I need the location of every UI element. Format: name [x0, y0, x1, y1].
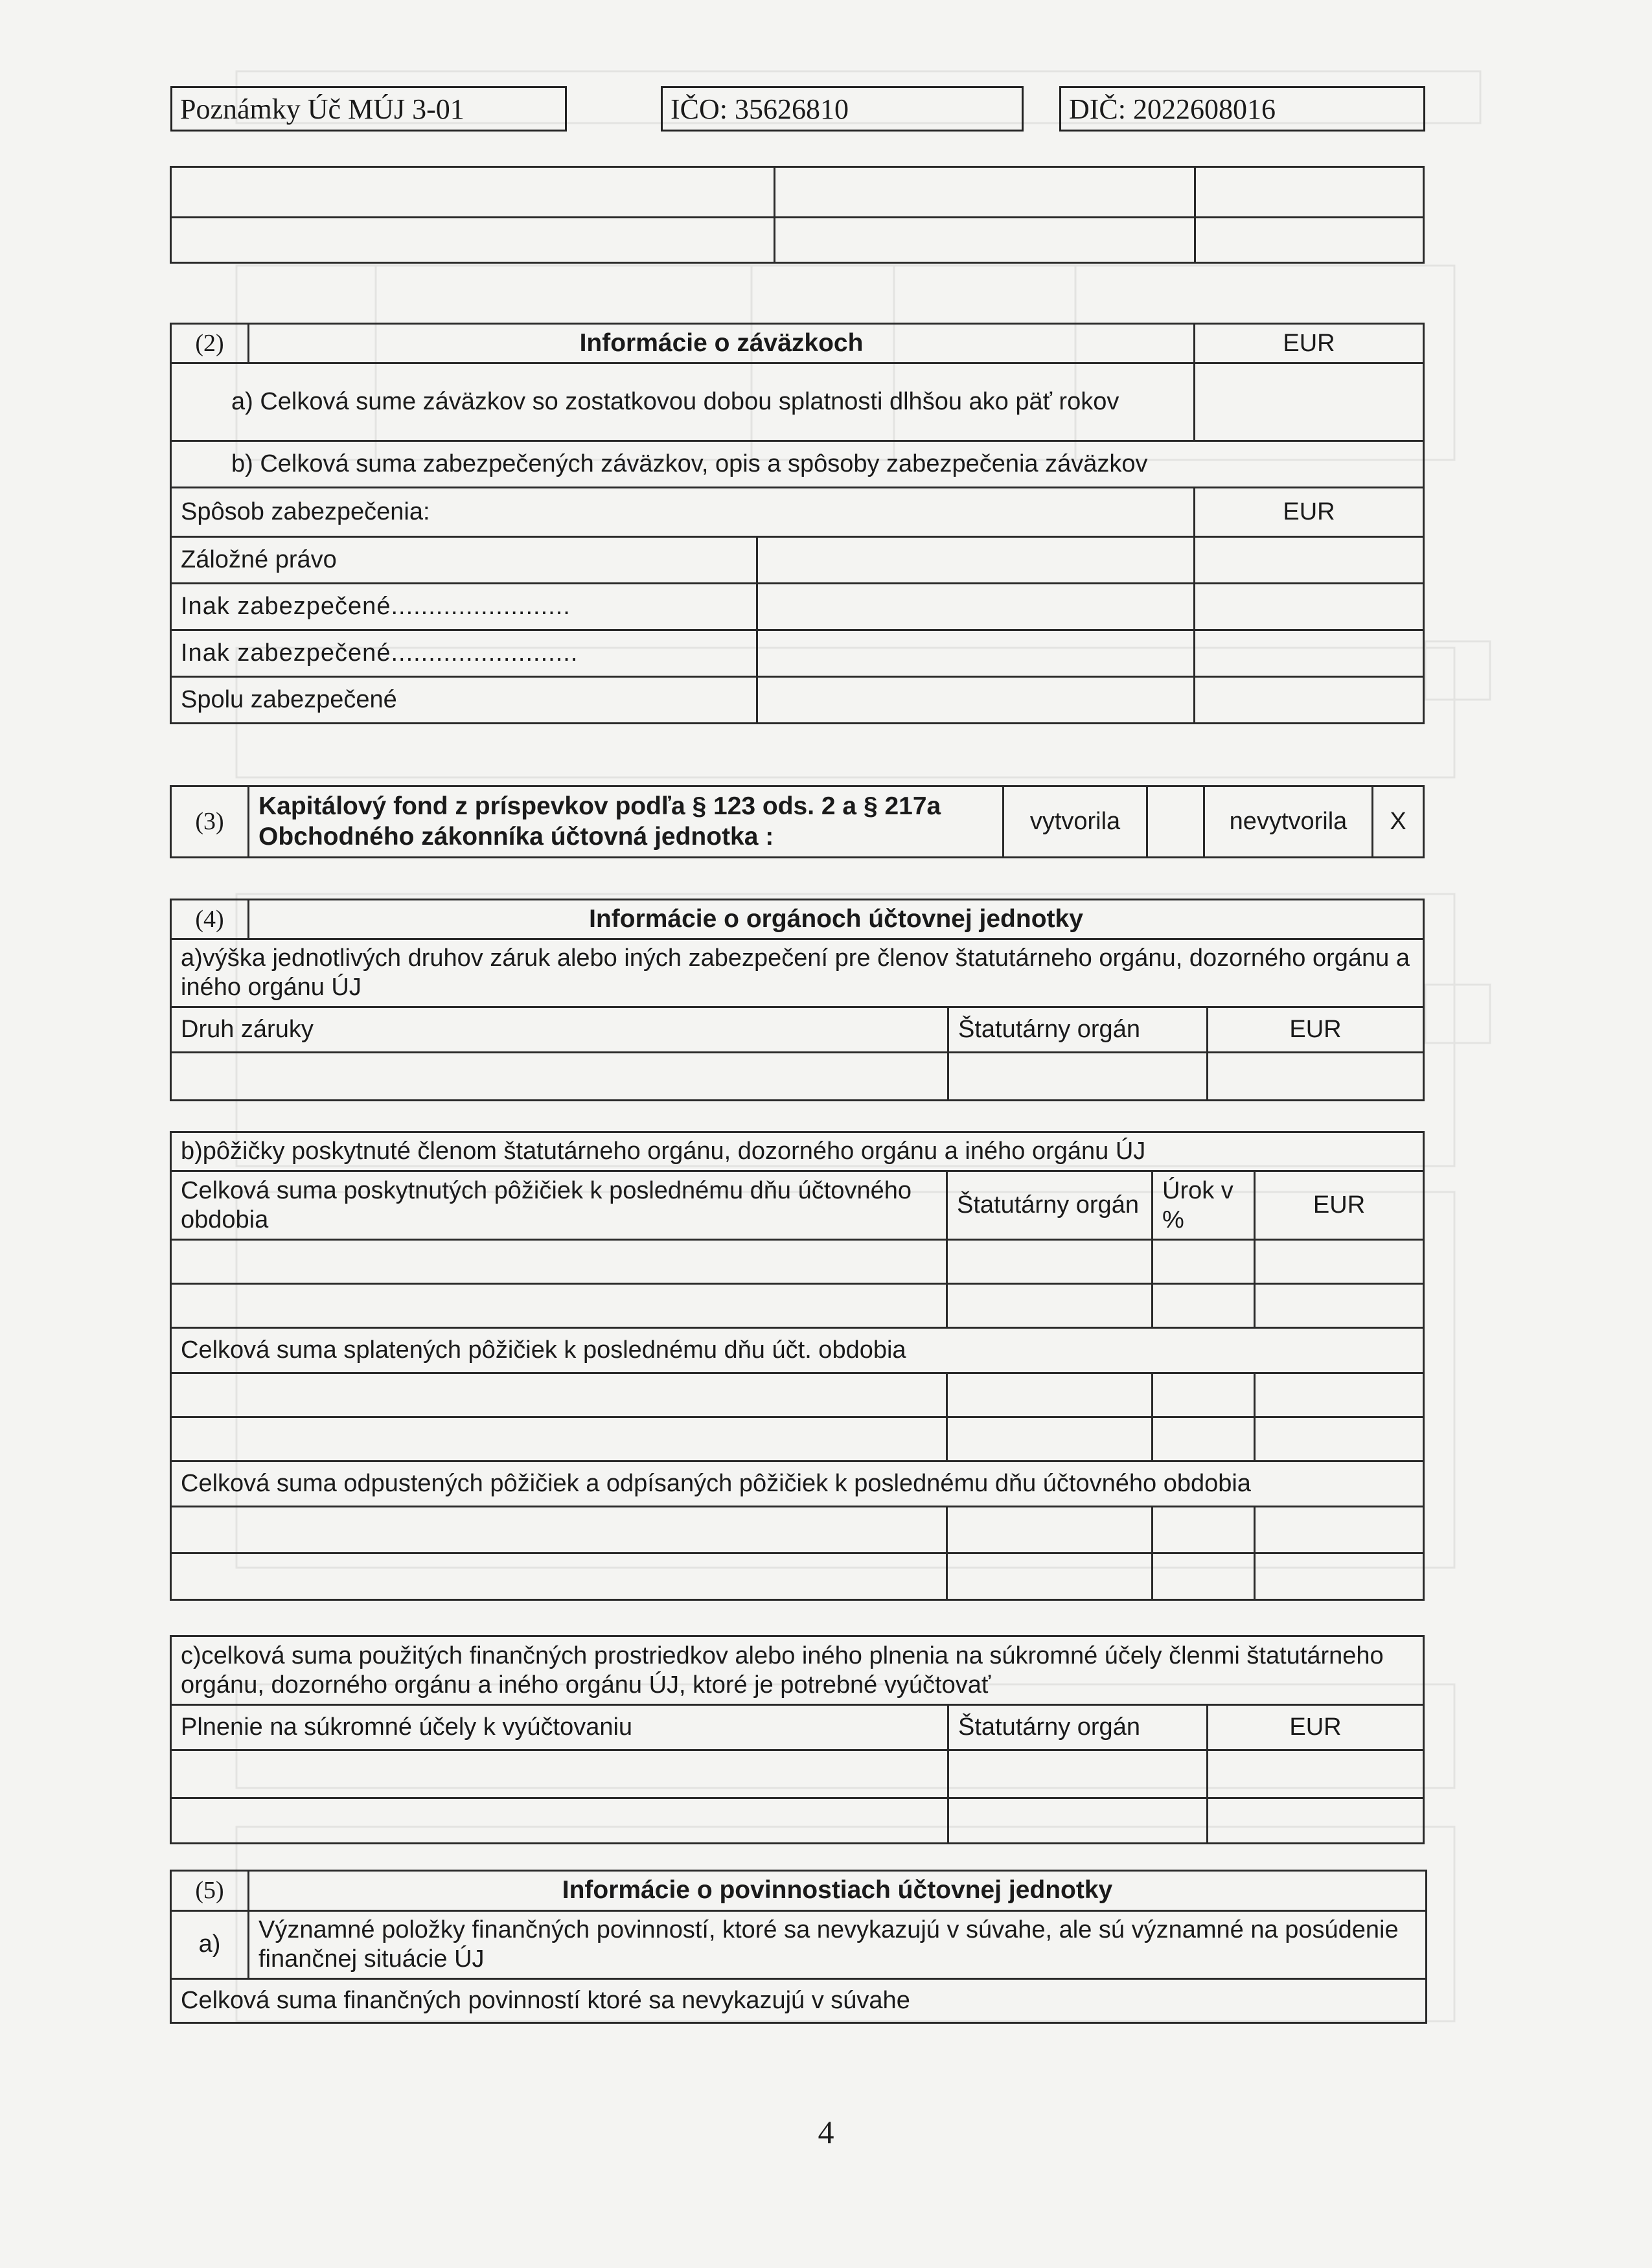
table-cell[interactable]: [775, 218, 1195, 263]
col-currency: EUR: [1255, 1171, 1424, 1240]
value-cell[interactable]: [171, 1240, 947, 1284]
value-cell[interactable]: [1208, 1750, 1424, 1798]
currency-label: EUR: [1195, 488, 1424, 537]
value-cell[interactable]: [1153, 1417, 1255, 1461]
row-label: Inak zabezpečené........................: [171, 584, 757, 630]
value-cell[interactable]: [171, 1373, 947, 1417]
row-label: Spolu zabezpečené: [171, 677, 757, 724]
value-cell[interactable]: [1255, 1240, 1424, 1284]
repaid-loans-label: Celková suma splatených pôžičiek k poslednému dňu účt. obdobia: [171, 1328, 1424, 1373]
section-title: Kapitálový fond z príspevkov podľa § 123 ods. 2 a § 217a Obchodného zákonníka účtovná jednotka :: [249, 786, 1004, 858]
value-cell[interactable]: [1195, 677, 1424, 724]
section-number: (3): [171, 786, 249, 858]
value-cell[interactable]: [948, 1798, 1208, 1844]
value-cell[interactable]: [1195, 363, 1424, 441]
forgiven-loans-label: Celková suma odpustených pôžičiek a odpísaných pôžičiek k poslednému dňu účtovného obdobia: [171, 1461, 1424, 1507]
col-statutory-body: Štatutárny orgán: [947, 1171, 1153, 1240]
row-label: Inak zabezpečené.........................: [171, 630, 757, 677]
value-cell[interactable]: [1153, 1284, 1255, 1328]
value-cell[interactable]: [1208, 1798, 1424, 1844]
row-label: a) Celková sume záväzkov so zostatkovou dobou splatnosti dlhšou ako päť rokov: [171, 363, 1195, 441]
table-cell[interactable]: [775, 167, 1195, 218]
col-currency: EUR: [1208, 1007, 1424, 1052]
value-cell[interactable]: [947, 1284, 1153, 1328]
method-label: Spôsob zabezpečenia:: [171, 488, 1195, 537]
section-number: (5): [171, 1871, 249, 1911]
value-cell[interactable]: [947, 1373, 1153, 1417]
value-cell[interactable]: [171, 1284, 947, 1328]
value-cell[interactable]: [1255, 1553, 1424, 1600]
value-cell[interactable]: [1255, 1417, 1424, 1461]
value-cell[interactable]: [171, 1553, 947, 1600]
value-cell[interactable]: [1208, 1052, 1424, 1100]
table-cell[interactable]: [1195, 167, 1424, 218]
section-title: Informácie o záväzkoch: [249, 324, 1195, 363]
option-created-checkbox[interactable]: [1147, 786, 1204, 858]
col-statutory-body: Štatutárny orgán: [948, 1705, 1208, 1750]
section-5-obligations: [170, 1870, 1427, 2024]
value-cell[interactable]: [947, 1240, 1153, 1284]
value-cell[interactable]: [171, 1507, 947, 1553]
section-4a-guarantees: [170, 899, 1425, 1101]
table-cell[interactable]: [1195, 218, 1424, 263]
subsection-c-text: c)celková suma použitých finančných prostriedkov alebo iného plnenia na súkromné účely členmi štatutárneho orgánu, dozorného orgánu a iného orgánu ÚJ, ktoré je potrebné vyúčtovať: [171, 1636, 1424, 1705]
row-label: b) Celková suma zabezpečených záväzkov, opis a spôsoby zabezpečenia záväzkov: [171, 441, 1424, 488]
doc-label: Poznámky Úč MÚJ 3-01: [180, 93, 465, 125]
currency-label: EUR: [1195, 324, 1424, 363]
value-cell[interactable]: [1195, 630, 1424, 677]
value-cell[interactable]: [171, 1052, 948, 1100]
subsection-a-label: a): [171, 1911, 249, 1979]
value-cell[interactable]: [948, 1750, 1208, 1798]
col-loans-total: Celková suma poskytnutých pôžičiek k poslednému dňu účtovného obdobia: [171, 1171, 947, 1240]
section-title: Informácie o povinnostiach účtovnej jednotky: [249, 1871, 1427, 1911]
ico-value: IČO: 35626810: [671, 93, 849, 125]
section-2-liabilities: [170, 323, 1425, 724]
section-4c-private-use: [170, 1635, 1425, 1844]
value-cell[interactable]: [757, 677, 1195, 724]
total-obligations-label: Celková suma finančných povinností ktoré sa nevykazujú v súvahe: [171, 1978, 1427, 2022]
value-cell[interactable]: [1255, 1284, 1424, 1328]
dic-value: DIČ: 2022608016: [1069, 93, 1276, 125]
value-cell[interactable]: [757, 584, 1195, 630]
subsection-b-text: b)pôžičky poskytnuté členom štatutárneho orgánu, dozorného orgánu a iného orgánu ÚJ: [171, 1132, 1424, 1171]
value-cell[interactable]: [1153, 1553, 1255, 1600]
col-private-use: Plnenie na súkromné účely k vyúčtovaniu: [171, 1705, 948, 1750]
col-interest: Úrok v %: [1153, 1171, 1255, 1240]
value-cell[interactable]: [1195, 584, 1424, 630]
value-cell[interactable]: [947, 1553, 1153, 1600]
col-statutory-body: Štatutárny orgán: [948, 1007, 1208, 1052]
option-not-created-label: nevytvorila: [1204, 786, 1373, 858]
section-4b-loans: [170, 1131, 1425, 1601]
subsection-a-text: a)výška jednotlivých druhov záruk alebo iných zabezpečení pre členov štatutárneho orgánu, dozorného orgánu a iného orgánu ÚJ: [171, 939, 1424, 1007]
value-cell[interactable]: [171, 1417, 947, 1461]
section-number: (4): [171, 900, 249, 939]
dic-box: [1059, 86, 1425, 132]
value-cell[interactable]: [1153, 1507, 1255, 1553]
value-cell[interactable]: [1255, 1507, 1424, 1553]
option-created-label: vytvorila: [1004, 786, 1147, 858]
row-label: Záložné právo: [171, 537, 757, 584]
table-cell[interactable]: [171, 167, 775, 218]
ico-box: [661, 86, 1024, 132]
section-3-capital-fund: [170, 785, 1425, 858]
value-cell[interactable]: [1153, 1240, 1255, 1284]
table-cell[interactable]: [171, 218, 775, 263]
value-cell[interactable]: [1153, 1373, 1255, 1417]
option-not-created-checkbox[interactable]: X: [1373, 786, 1424, 858]
section-number: (2): [171, 324, 249, 363]
value-cell[interactable]: [757, 630, 1195, 677]
page-number: 4: [818, 2114, 834, 2150]
col-guarantee-type: Druh záruky: [171, 1007, 948, 1052]
top-empty-table: [170, 166, 1425, 264]
value-cell[interactable]: [947, 1417, 1153, 1461]
value-cell[interactable]: [171, 1798, 948, 1844]
doc-label-box: [170, 86, 567, 132]
value-cell[interactable]: [948, 1052, 1208, 1100]
subsection-a-text: Významné položky finančných povinností, ktoré sa nevykazujú v súvahe, ale sú významné na posúdenie finančnej situácie ÚJ: [249, 1911, 1427, 1979]
value-cell[interactable]: [1255, 1373, 1424, 1417]
value-cell[interactable]: [947, 1507, 1153, 1553]
value-cell[interactable]: [757, 537, 1195, 584]
value-cell[interactable]: [1195, 537, 1424, 584]
section-title: Informácie o orgánoch účtovnej jednotky: [249, 900, 1424, 939]
value-cell[interactable]: [171, 1750, 948, 1798]
col-currency: EUR: [1208, 1705, 1424, 1750]
